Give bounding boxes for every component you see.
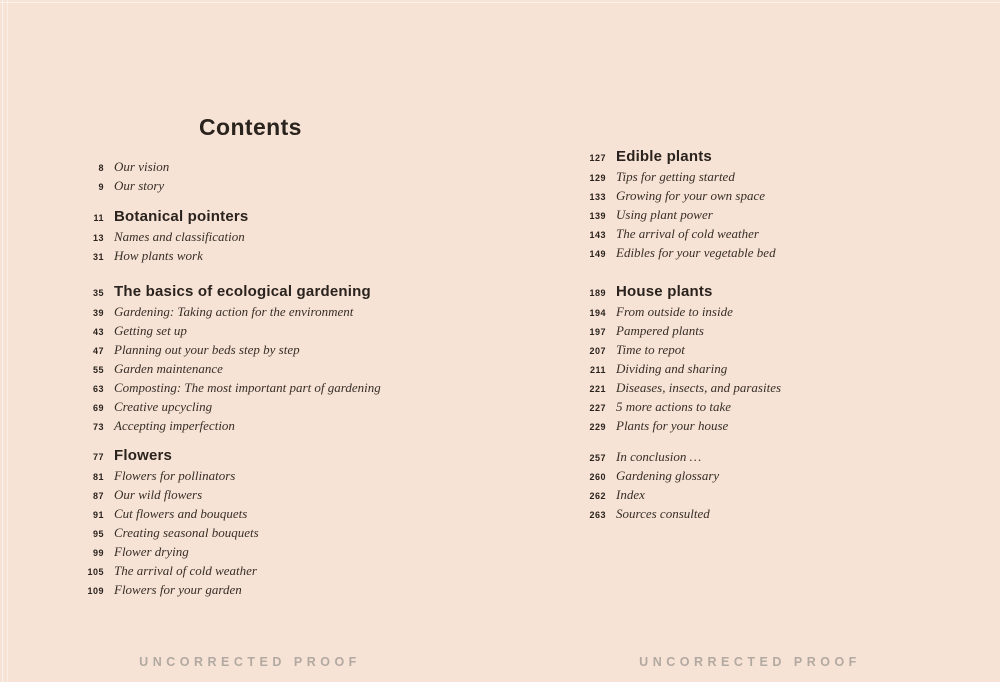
- toc-item: [64, 487, 504, 506]
- toc-item: [64, 323, 504, 342]
- toc-item: [566, 226, 996, 245]
- page-number: 105: [87, 567, 104, 577]
- page-edge-line: [0, 2, 1000, 3]
- entry-title: Tips for getting started: [616, 169, 735, 184]
- toc-item: [566, 304, 996, 323]
- entry-title: Pampered plants: [616, 323, 704, 338]
- toc-item: [64, 418, 504, 437]
- entry-title: Flowers for your garden: [114, 582, 242, 597]
- entry-title: Gardening glossary: [616, 468, 720, 483]
- page-title: Contents: [199, 114, 302, 141]
- page-number: 63: [92, 384, 104, 394]
- page-number: 99: [92, 548, 104, 558]
- page-number: 81: [92, 472, 104, 482]
- page-number: 257: [589, 453, 606, 463]
- toc-item: [64, 380, 504, 399]
- toc-item: [566, 380, 996, 399]
- page-number: 11: [93, 213, 104, 223]
- entry-title: Our story: [114, 178, 165, 193]
- entry-title: Flower drying: [114, 544, 189, 559]
- toc-item: [566, 342, 996, 361]
- page-number: 263: [589, 510, 606, 520]
- toc-item: [64, 361, 504, 380]
- toc-item: [566, 418, 996, 437]
- entry-title: Sources consulted: [616, 506, 710, 521]
- toc-item: [566, 245, 996, 264]
- toc-section-header: [64, 447, 504, 468]
- toc-item: [64, 178, 504, 197]
- section-title: Edible plants: [616, 148, 712, 165]
- page-number: 35: [92, 288, 104, 298]
- toc-item: [566, 399, 996, 418]
- page-edge-line: [2, 0, 3, 682]
- entry-title: The arrival of cold weather: [616, 226, 759, 241]
- page-number: 189: [589, 288, 606, 298]
- toc-item: [64, 525, 504, 544]
- entry-title: Garden maintenance: [114, 361, 223, 376]
- page-number: 39: [92, 308, 104, 318]
- entry-title: From outside to inside: [616, 304, 733, 319]
- entry-title: How plants work: [114, 248, 203, 263]
- toc-item: [566, 169, 996, 188]
- toc-section: [566, 283, 996, 437]
- toc-section: [64, 208, 504, 267]
- toc-item: [566, 487, 996, 506]
- page-number: 87: [92, 491, 104, 501]
- page-number: 221: [589, 384, 606, 394]
- entry-title: In conclusion …: [616, 449, 702, 464]
- section-title: The basics of ecological gardening: [114, 283, 371, 300]
- page-number: 55: [92, 365, 104, 375]
- toc-item: [64, 582, 504, 601]
- page-number: 129: [589, 173, 606, 183]
- toc-item: [64, 248, 504, 267]
- entry-title: Our wild flowers: [114, 487, 203, 502]
- page-number: 91: [92, 510, 104, 520]
- page-number: 109: [87, 586, 104, 596]
- toc-item: [64, 399, 504, 418]
- page-number: 260: [589, 472, 606, 482]
- page-number: 211: [589, 365, 606, 375]
- toc-item: [566, 468, 996, 487]
- contents-column-left: [64, 159, 504, 601]
- page-number: 8: [98, 163, 104, 173]
- uncorrected-proof-watermark: UNCORRECTED PROOF: [639, 655, 861, 669]
- toc-item: [64, 304, 504, 323]
- entry-title: Time to repot: [616, 342, 685, 357]
- entry-title: Creating seasonal bouquets: [114, 525, 259, 540]
- entry-title: Dividing and sharing: [616, 361, 728, 376]
- page-number: 95: [92, 529, 104, 539]
- entry-title: Planning out your beds step by step: [114, 342, 300, 357]
- toc-item: [64, 342, 504, 361]
- contents-column-right: [566, 148, 996, 525]
- section-title: House plants: [616, 283, 713, 300]
- entry-title: Plants for your house: [616, 418, 729, 433]
- page-number: 9: [98, 182, 104, 192]
- entry-title: Composting: The most important part of gardening: [114, 380, 381, 395]
- page-number: 262: [589, 491, 606, 501]
- toc-section: [64, 159, 504, 197]
- toc-item: [64, 506, 504, 525]
- section-title: Botanical pointers: [114, 208, 249, 225]
- entry-title: Our vision: [114, 159, 170, 174]
- toc-item: [566, 361, 996, 380]
- page-number: 69: [92, 403, 104, 413]
- toc-item: [566, 188, 996, 207]
- entry-title: Cut flowers and bouquets: [114, 506, 248, 521]
- entry-title: Index: [616, 487, 645, 502]
- entry-title: Creative upcycling: [114, 399, 213, 414]
- toc-section-header: [566, 148, 996, 169]
- toc-item: [566, 449, 996, 468]
- toc-section-header: [64, 208, 504, 229]
- entry-title: Edibles for your vegetable bed: [616, 245, 776, 260]
- page-number: 197: [589, 327, 606, 337]
- section-title: Flowers: [114, 447, 173, 464]
- page-number: 139: [589, 211, 606, 221]
- toc-section-header: [64, 283, 504, 304]
- entry-title: 5 more actions to take: [616, 399, 732, 414]
- toc-section: [64, 283, 504, 437]
- page-number: 143: [589, 230, 606, 240]
- entry-title: Gardening: Taking action for the environment: [114, 304, 354, 319]
- toc-item: [64, 544, 504, 563]
- entry-title: Using plant power: [616, 207, 713, 222]
- entry-title: Flowers for pollinators: [114, 468, 236, 483]
- entry-title: Getting set up: [114, 323, 187, 338]
- page-number: 127: [589, 153, 606, 163]
- toc-section: [566, 449, 996, 525]
- toc-section: [64, 447, 504, 601]
- page-number: 207: [589, 346, 606, 356]
- page-number: 133: [589, 192, 606, 202]
- page-number: 229: [589, 422, 606, 432]
- toc-item: [64, 229, 504, 248]
- page-number: 77: [92, 452, 104, 462]
- toc-item: [566, 207, 996, 226]
- toc-item: [64, 159, 504, 178]
- toc-item: [566, 506, 996, 525]
- toc-section: [566, 148, 996, 264]
- page-number: 47: [92, 346, 104, 356]
- entry-title: Growing for your own space: [616, 188, 766, 203]
- uncorrected-proof-watermark: UNCORRECTED PROOF: [139, 655, 361, 669]
- page-number: 149: [589, 249, 606, 259]
- toc-section-header: [566, 283, 996, 304]
- page-number: 43: [92, 327, 104, 337]
- toc-item: [64, 563, 504, 582]
- entry-title: Accepting imperfection: [114, 418, 235, 433]
- toc-item: [64, 468, 504, 487]
- page-number: 31: [92, 252, 104, 262]
- page-number: 73: [92, 422, 104, 432]
- page-number: 227: [589, 403, 606, 413]
- page-number: 13: [92, 233, 104, 243]
- toc-item: [566, 323, 996, 342]
- entry-title: Names and classification: [114, 229, 245, 244]
- page-edge-line: [7, 0, 8, 682]
- entry-title: The arrival of cold weather: [114, 563, 257, 578]
- entry-title: Diseases, insects, and parasites: [616, 380, 782, 395]
- page-number: 194: [589, 308, 606, 318]
